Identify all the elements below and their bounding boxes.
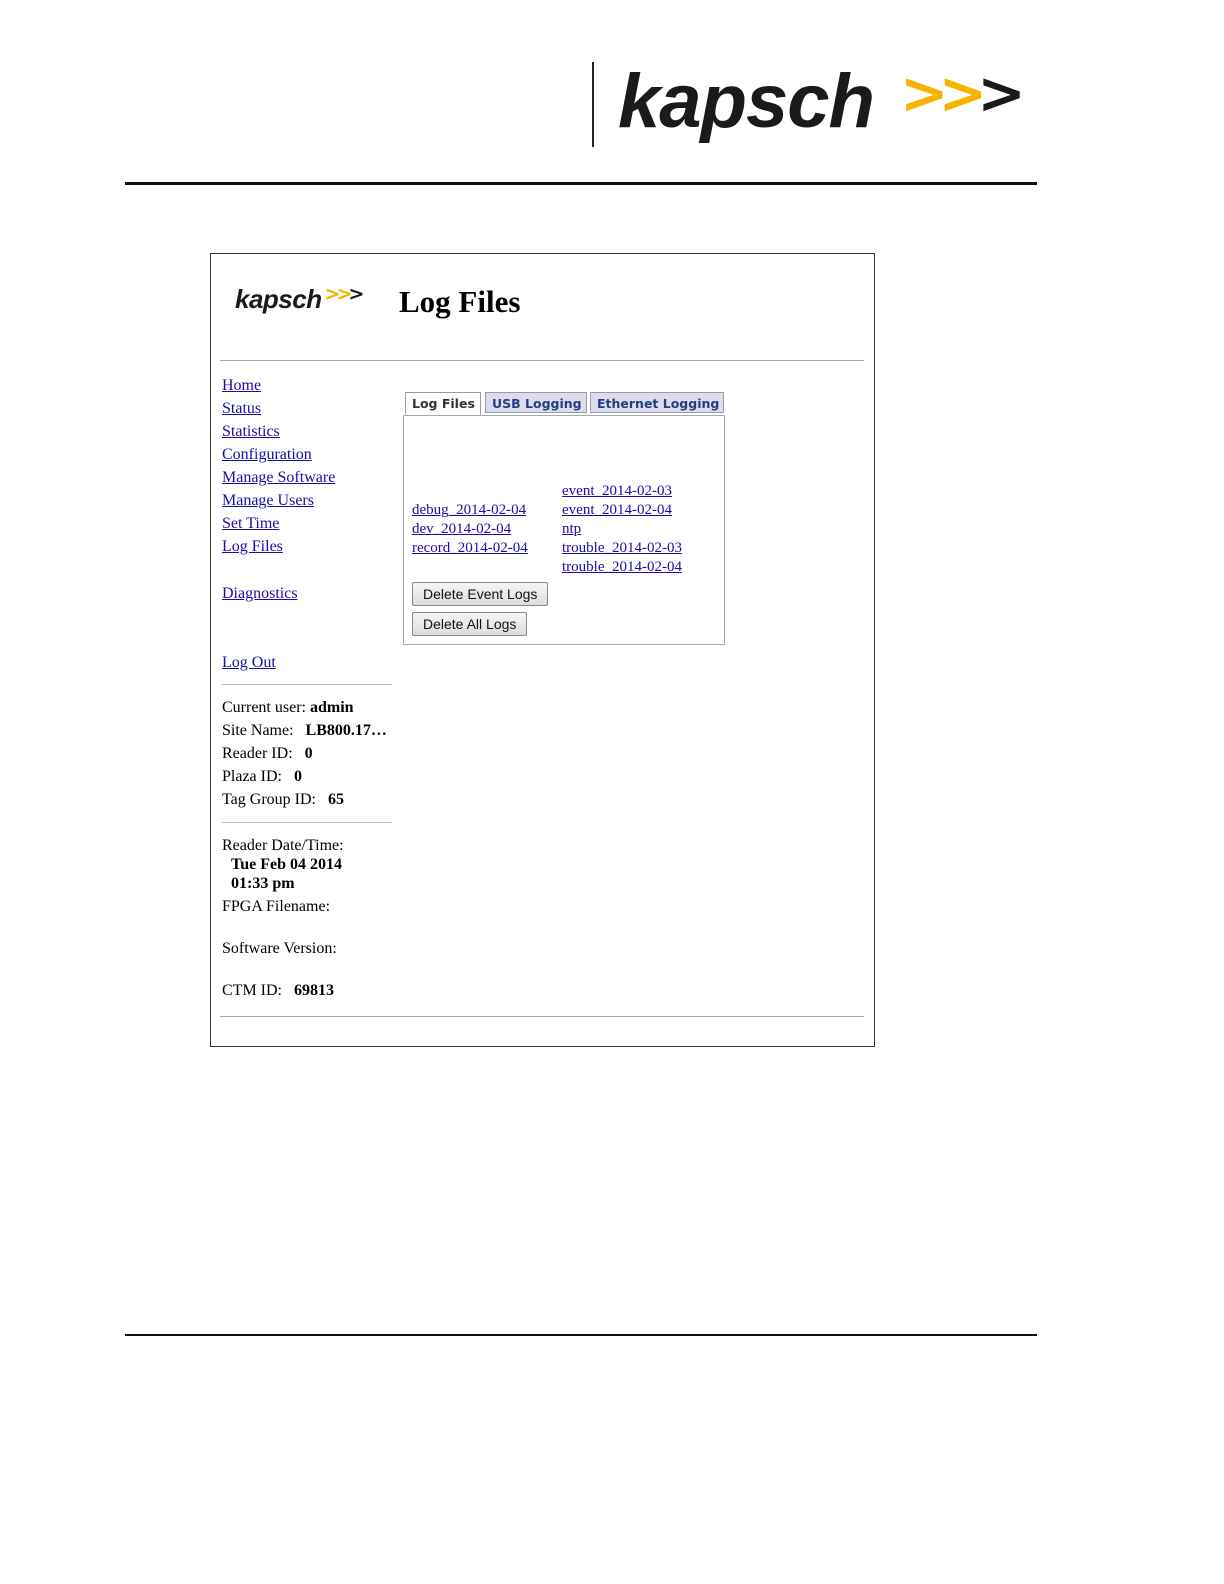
nav-set-time-link[interactable]: Set Time bbox=[222, 515, 280, 532]
log-file-link[interactable]: debug_2014-02-04 bbox=[412, 502, 527, 518]
delete-event-logs-button[interactable]: Delete Event Logs bbox=[412, 582, 548, 606]
footer-divider bbox=[220, 1016, 864, 1017]
current-user-value: admin bbox=[309, 699, 354, 716]
log-file-link[interactable]: dev_2014-02-04 bbox=[412, 521, 512, 537]
nav-home-link[interactable]: Home bbox=[222, 377, 262, 394]
reader-id-label: Reader ID: bbox=[222, 745, 293, 762]
datetime-label: Reader Date/Time: bbox=[222, 837, 344, 854]
delete-all-logs-button[interactable]: Delete All Logs bbox=[412, 612, 527, 636]
tag-group-value: 65 bbox=[327, 791, 344, 808]
app-logo bbox=[235, 284, 360, 315]
site-name-value: LB800.17… bbox=[305, 722, 387, 739]
site-name bbox=[222, 722, 387, 740]
plaza-id-label: Plaza ID: bbox=[222, 768, 282, 785]
ctm-id bbox=[222, 982, 334, 1000]
log-file-link[interactable]: event_2014-02-04 bbox=[562, 502, 672, 518]
app-logo-text: kapsch bbox=[235, 284, 322, 314]
nav-manage-users-link[interactable]: Manage Users bbox=[222, 492, 314, 509]
title-divider bbox=[220, 360, 864, 361]
nav-diagnostics-link[interactable]: Diagnostics bbox=[222, 585, 298, 602]
nav-log-files-link[interactable]: Log Files bbox=[222, 538, 283, 555]
footer-rule bbox=[125, 1334, 1037, 1336]
log-file-link[interactable]: event_2014-02-03 bbox=[562, 483, 672, 499]
tab-log-files[interactable]: Log Files bbox=[405, 392, 481, 415]
app-window bbox=[210, 253, 875, 1047]
app-logo-chevrons: >>> bbox=[324, 283, 361, 305]
current-user-label: Current user: bbox=[222, 699, 306, 716]
logo-divider bbox=[592, 62, 594, 147]
reader-id bbox=[222, 745, 313, 763]
plaza-id-value: 0 bbox=[293, 768, 302, 785]
log-files-panel bbox=[403, 415, 725, 645]
tag-group-label: Tag Group ID: bbox=[222, 791, 316, 808]
page-title: Log Files bbox=[399, 284, 521, 319]
log-file-link[interactable]: record_2014-02-04 bbox=[412, 540, 528, 556]
tag-group-id bbox=[222, 791, 344, 809]
software-version-label: Software Version: bbox=[222, 940, 337, 957]
document-logo bbox=[592, 59, 1032, 147]
nav-configuration-link[interactable]: Configuration bbox=[222, 446, 312, 463]
plaza-id bbox=[222, 768, 302, 786]
logout-link[interactable]: Log Out bbox=[222, 654, 276, 671]
reader-time: 01:33 pm bbox=[231, 875, 295, 892]
fpga-filename-label: FPGA Filename: bbox=[222, 898, 331, 915]
log-file-link[interactable]: trouble_2014-02-03 bbox=[562, 540, 682, 556]
nav-statistics-link[interactable]: Statistics bbox=[222, 423, 280, 440]
site-name-label: Site Name: bbox=[222, 722, 294, 739]
ctm-id-label: CTM ID: bbox=[222, 982, 282, 999]
doc-logo-chevrons: >>> bbox=[900, 59, 1016, 127]
sidebar-divider bbox=[222, 684, 392, 685]
reader-id-value: 0 bbox=[304, 745, 313, 762]
header-rule bbox=[125, 182, 1037, 185]
ctm-id-value: 69813 bbox=[294, 982, 334, 999]
sidebar-divider bbox=[222, 822, 392, 823]
current-user bbox=[222, 699, 354, 717]
log-file-link[interactable]: ntp bbox=[562, 521, 582, 537]
reader-date: Tue Feb 04 2014 bbox=[231, 856, 342, 873]
doc-logo-text: kapsch bbox=[618, 59, 874, 144]
nav-manage-software-link[interactable]: Manage Software bbox=[222, 469, 336, 486]
tab-ethernet-logging[interactable]: Ethernet Logging bbox=[590, 392, 724, 413]
nav-status-link[interactable]: Status bbox=[222, 400, 262, 417]
log-file-link[interactable]: trouble_2014-02-04 bbox=[562, 559, 682, 575]
tab-usb-logging[interactable]: USB Logging bbox=[485, 392, 587, 413]
